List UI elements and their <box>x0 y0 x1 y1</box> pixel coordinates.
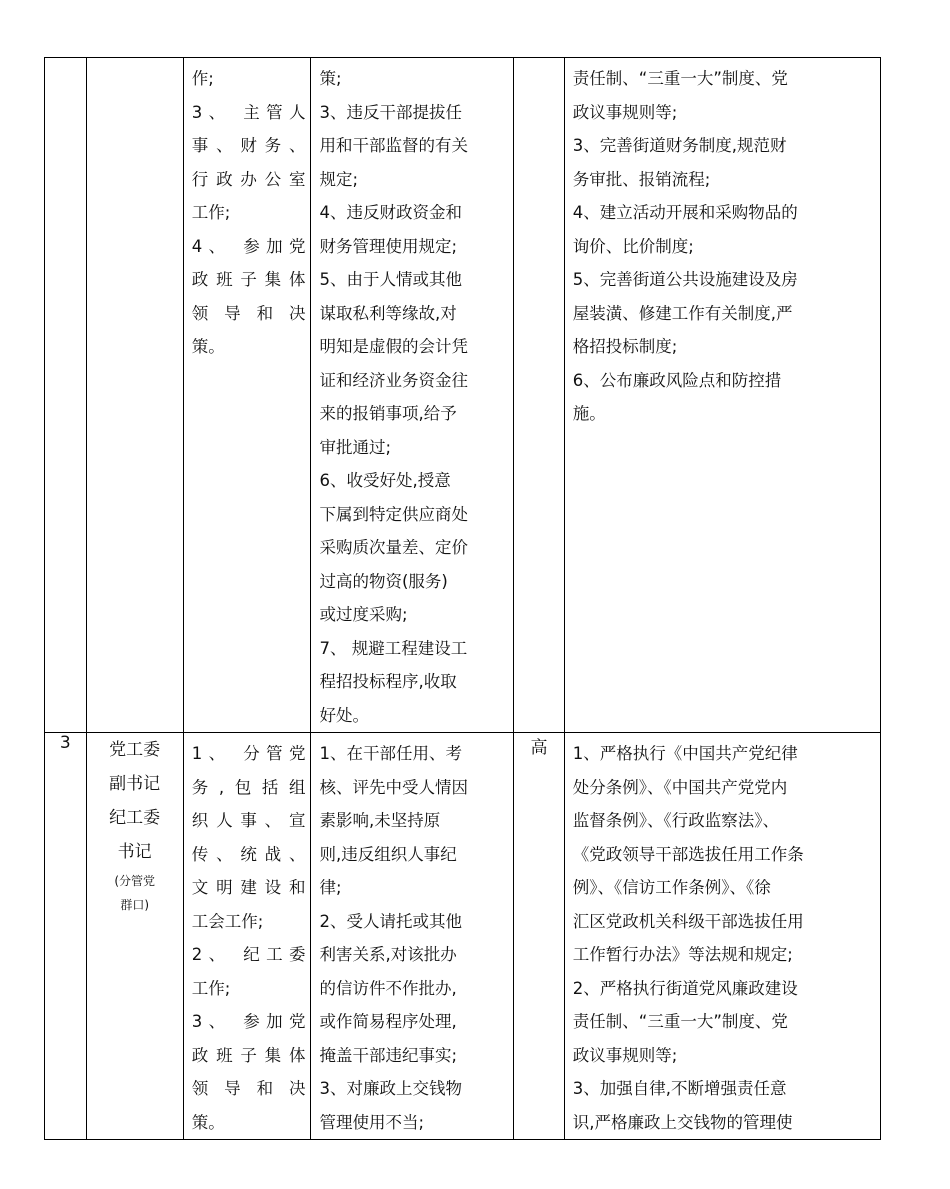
risk-point-line: 策; <box>319 69 342 88</box>
risk-level-cell <box>514 733 565 1140</box>
risk-point-line: 利害关系,对该批办 <box>319 945 457 964</box>
risk-point-line: 证和经济业务资金往 <box>319 370 468 390</box>
duty-line: 文明建设和 <box>191 878 306 897</box>
risk-level: 高 <box>530 738 548 758</box>
measure-line: 工作暂行办法》等法规和规定; <box>572 945 793 964</box>
measure-line: 4、建立活动开展和采购物品的 <box>572 203 798 222</box>
position-title-line: 副书记 <box>109 774 161 794</box>
duty-line: 织人事、宣 <box>191 811 306 830</box>
risk-prevention-table <box>44 57 881 1140</box>
risk-point-line: 的信访件不作批办, <box>319 978 457 998</box>
duty-line: 政班子集体 <box>191 270 306 289</box>
measure-line: 格招投标制度; <box>572 337 678 356</box>
risk-point-line: 5、由于人情或其他 <box>319 270 462 289</box>
risk-point-line: 谋取私利等缘故,对 <box>319 303 457 323</box>
duty-line: 策。 <box>191 337 225 356</box>
measure-line: 责任制、“三重一大”制度、党 <box>572 1012 788 1031</box>
duty-line: 工作; <box>191 203 231 222</box>
measure-line: 处分条例》、《中国共产党党内 <box>572 777 788 797</box>
duty-line: 工会工作; <box>191 911 264 931</box>
risk-point-line: 审批通过; <box>319 437 392 457</box>
position-note-line: (分管党 <box>114 874 155 888</box>
measure-line: 政议事规则等; <box>572 1045 678 1065</box>
measure-line: 监督条例》、《行政监察法》、 <box>572 811 780 830</box>
risk-point-line: 2、受人请托或其他 <box>319 911 462 931</box>
measure-line: 务审批、报销流程; <box>572 169 711 189</box>
duty-line: 3、 主管人 <box>191 102 306 122</box>
measure-line: 责任制、“三重一大”制度、党 <box>572 69 788 88</box>
risk-point-line: 1、在干部任用、考 <box>319 744 462 763</box>
position-title-line: 纪工委 <box>109 808 161 828</box>
duty-line: 务,包括组 <box>191 777 306 797</box>
measure-line: 识,严格廉政上交钱物的管理使 <box>572 1112 793 1132</box>
risk-point-line: 7、 规避工程建设工 <box>319 638 468 658</box>
table-row-continued <box>45 58 881 733</box>
risk-point-line: 核、评先中受人情因 <box>319 777 468 797</box>
risk-point-line: 来的报销事项,给予 <box>319 404 457 423</box>
duty-line: 1、 分管党 <box>191 744 306 763</box>
duty-line: 策。 <box>191 1112 225 1132</box>
measure-line: 3、完善街道财务制度,规范财 <box>572 136 787 155</box>
risk-level-cell <box>514 58 565 733</box>
measure-line: 2、严格执行街道党风廉政建设 <box>572 978 798 998</box>
measure-line: 《党政领导干部选拔任用工作条 <box>572 844 804 864</box>
risk-point-line: 或作简易程序处理, <box>319 1012 457 1031</box>
duty-line: 传、统战、 <box>191 844 306 864</box>
risk-point-line: 用和干部监督的有关 <box>319 136 468 155</box>
risk-point-line: 好处。 <box>319 705 369 725</box>
risk-point-line: 过高的物资(服务) <box>319 571 448 591</box>
measure-line: 6、公布廉政风险点和防控措 <box>572 370 782 390</box>
measure-line: 5、完善街道公共设施建设及房 <box>572 270 798 289</box>
position-title-line: 书记 <box>117 842 152 862</box>
measure-line: 询价、比价制度; <box>572 236 694 256</box>
duty-line: 行政办公室 <box>191 169 306 189</box>
risk-point-line: 掩盖干部违纪事实; <box>319 1045 458 1065</box>
measure-line: 例》、《信访工作条例》、《徐 <box>572 878 771 897</box>
measure-line: 3、加强自律,不断增强责任意 <box>572 1079 787 1098</box>
duty-line: 工作; <box>191 978 231 998</box>
risk-point-line: 或过度采购; <box>319 605 408 624</box>
duty-line: 事、财务、 <box>191 136 306 155</box>
position-cell <box>86 733 183 1140</box>
duty-line: 3、 参加党 <box>191 1012 306 1031</box>
risk-point-line: 素影响,未坚持原 <box>319 811 441 830</box>
duty-line: 4、 参加党 <box>191 236 306 256</box>
risk-point-line: 则,违反组织人事纪 <box>319 844 457 864</box>
row-number-cell <box>45 733 87 1140</box>
risk-point-line: 4、违反财政资金和 <box>319 203 462 222</box>
duty-line: 作; <box>191 69 214 88</box>
risk-point-line: 律; <box>319 878 342 897</box>
duties-cell <box>183 733 311 1140</box>
measure-line: 施。 <box>572 404 606 423</box>
table-row-3 <box>45 733 881 1140</box>
risk-point-line: 财务管理使用规定; <box>319 236 458 256</box>
risk-points-cell <box>311 733 514 1140</box>
duty-line: 政班子集体 <box>191 1045 306 1065</box>
risk-point-line: 管理使用不当; <box>319 1112 425 1132</box>
risk-point-line: 3、违反干部提拔任 <box>319 102 462 122</box>
position-note-line: 群口) <box>120 898 149 912</box>
measure-line: 政议事规则等; <box>572 102 678 122</box>
row-number: 3 <box>59 733 71 753</box>
risk-point-line: 明知是虚假的会计凭 <box>319 337 468 356</box>
duty-line: 2、 纪工委 <box>191 945 306 964</box>
risk-point-line: 下属到特定供应商处 <box>319 504 468 524</box>
position-title <box>87 733 183 917</box>
risk-points-cell <box>311 58 514 733</box>
duties-cell <box>183 58 311 733</box>
measure-line: 1、严格执行《中国共产党纪律 <box>572 744 798 763</box>
duty-line: 领 导 和 决 <box>191 303 306 323</box>
row-number-cell <box>45 58 87 733</box>
risk-point-line: 采购质次量差、定价 <box>319 538 468 557</box>
measures-cell <box>564 733 880 1140</box>
measures-cell <box>564 58 880 733</box>
measure-line: 汇区党政机关科级干部选拔任用 <box>572 911 804 931</box>
risk-point-line: 6、收受好处,授意 <box>319 471 451 490</box>
measure-line: 屋装潢、修建工作有关制度,严 <box>572 303 793 323</box>
position-title-line: 党工委 <box>109 740 161 760</box>
risk-point-line: 程招投标程序,收取 <box>319 672 457 691</box>
risk-point-line: 3、对廉政上交钱物 <box>319 1079 462 1098</box>
risk-point-line: 规定; <box>319 169 359 189</box>
position-cell <box>86 58 183 733</box>
duty-line: 领 导 和 决 <box>191 1079 306 1098</box>
